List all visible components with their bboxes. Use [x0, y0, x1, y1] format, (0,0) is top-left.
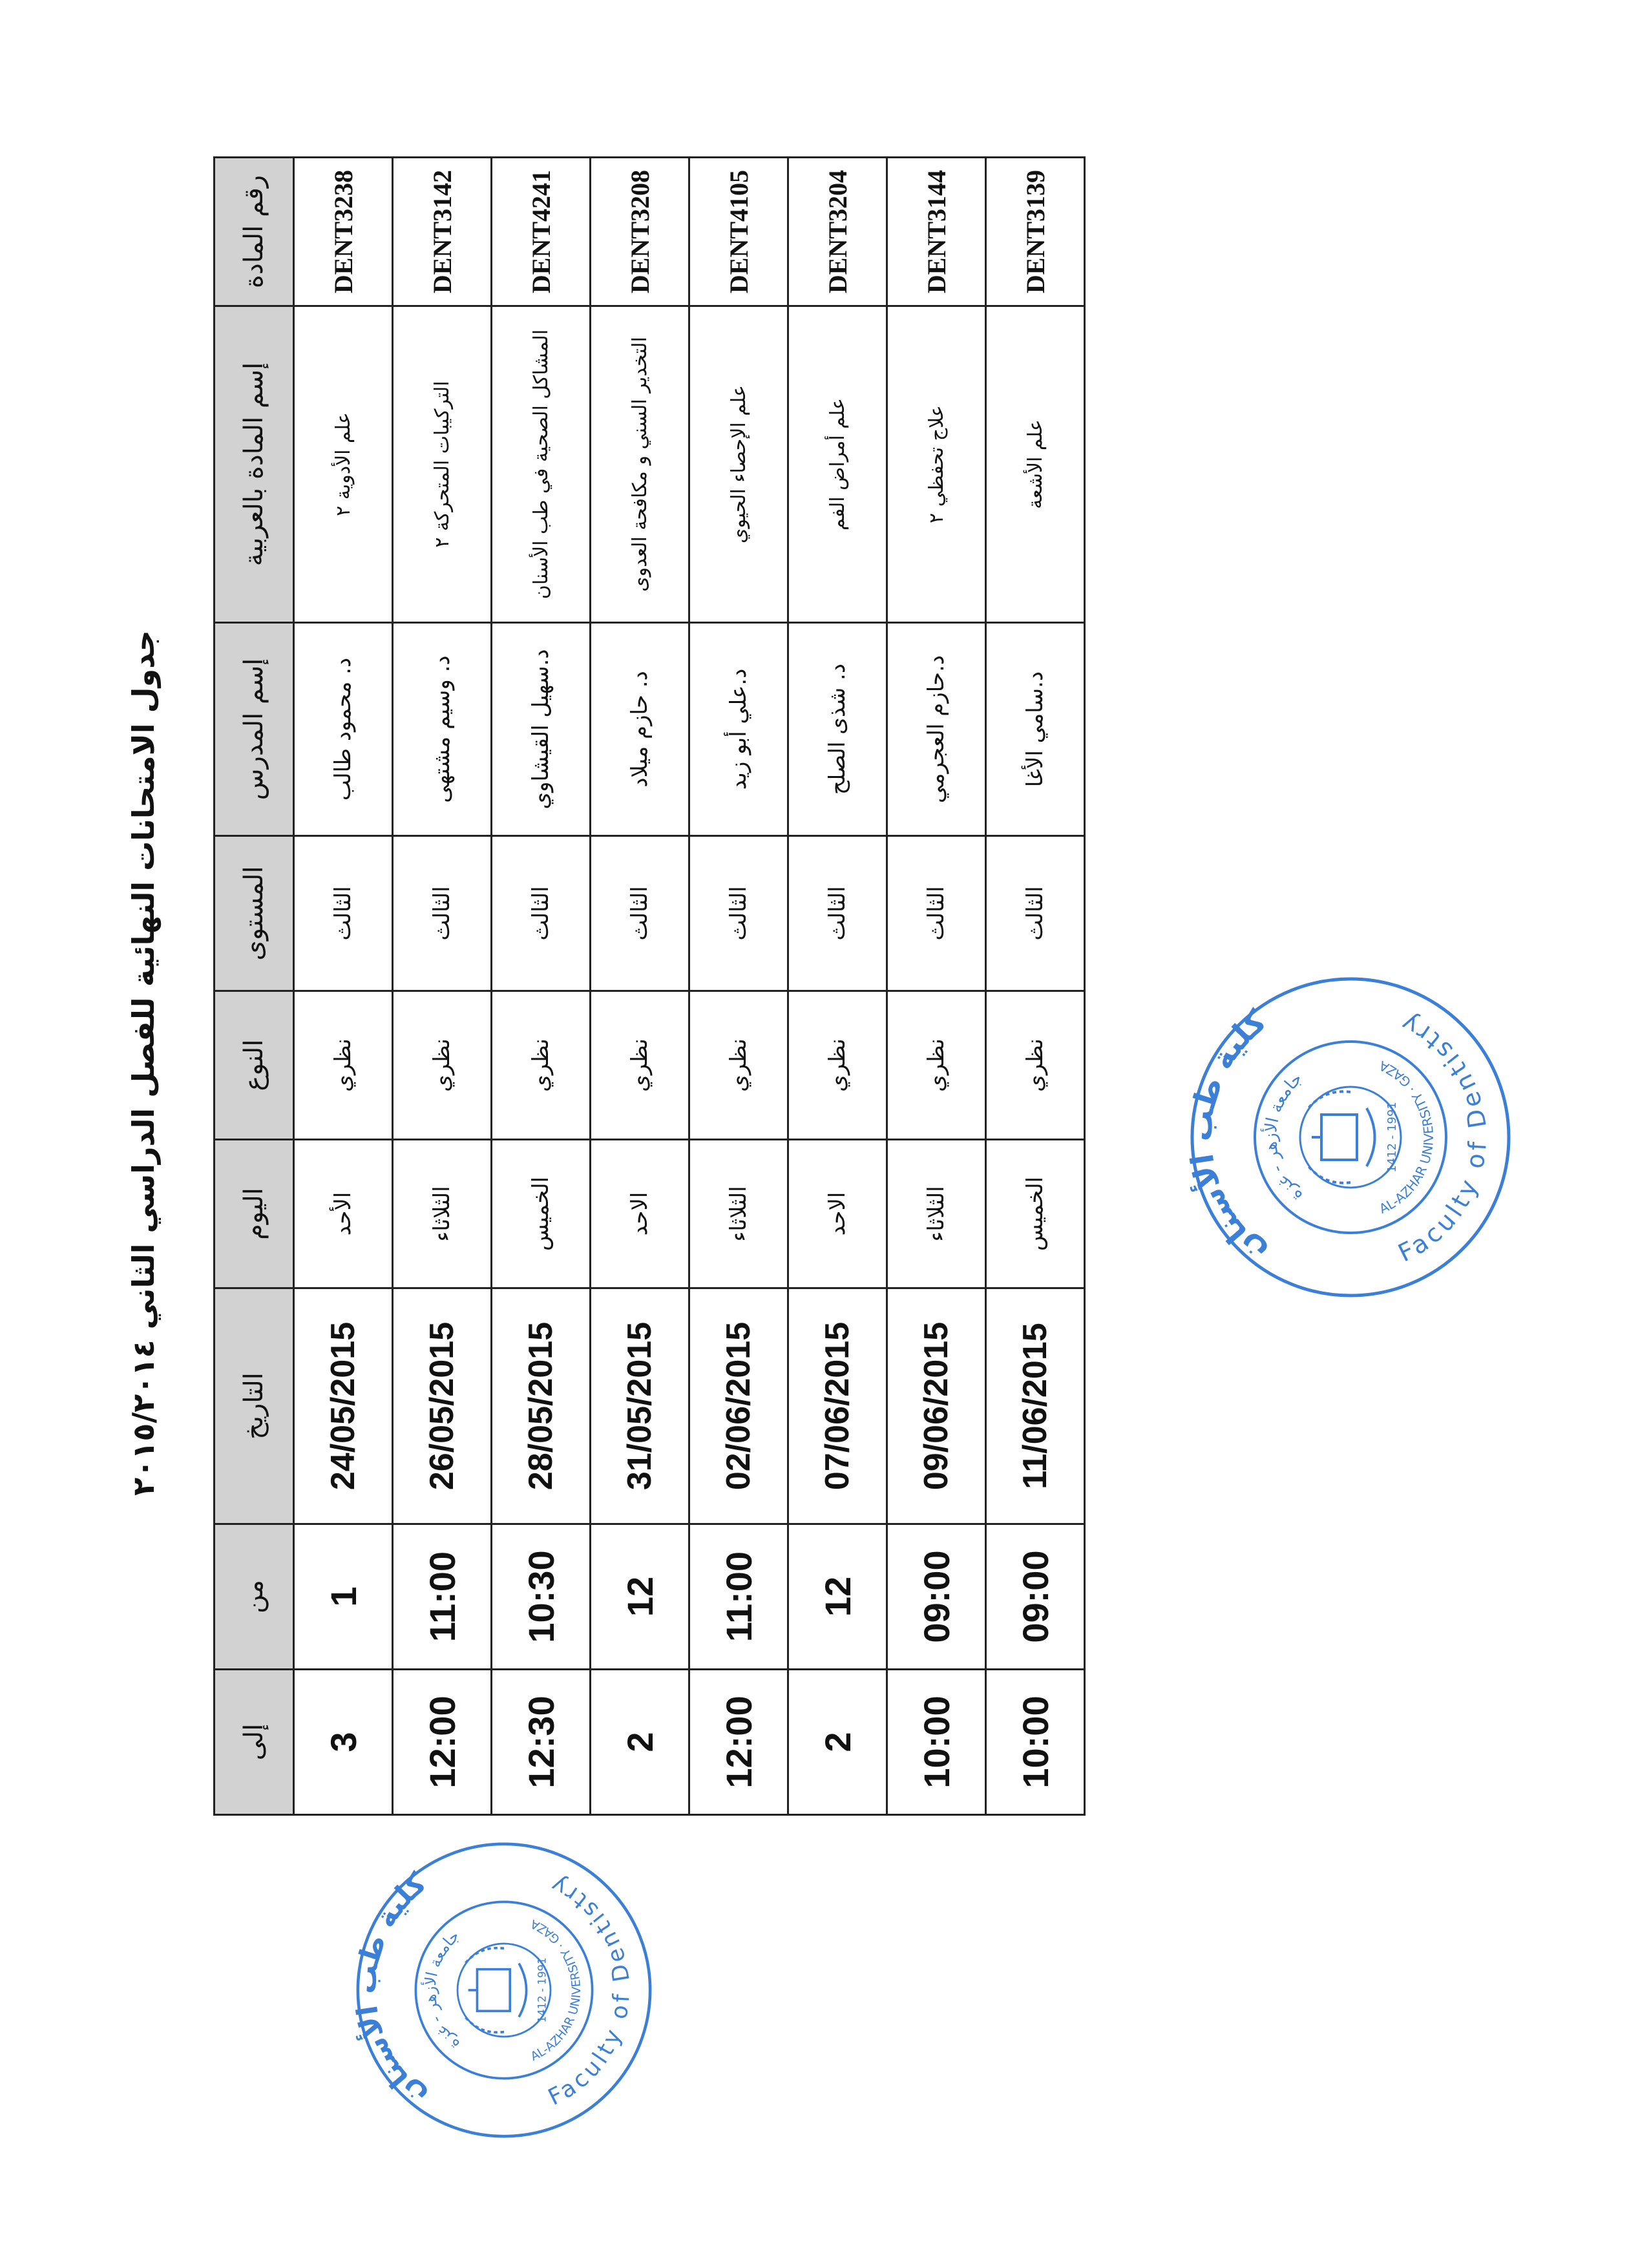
stamp-english-outer: Faculty of Dentistry	[543, 1869, 636, 2111]
cell-type: نظري	[986, 991, 1085, 1140]
cell-instructor: د.سهيل القيشاوي	[492, 623, 591, 836]
cell-to: 10:00	[887, 1670, 986, 1815]
cell-name: علم الأدوية ٢	[294, 306, 393, 623]
cell-day: الاحد	[591, 1140, 689, 1288]
header-instructor: إسم المدرس	[215, 623, 294, 836]
header-date: التاريخ	[215, 1288, 294, 1524]
cell-level: الثالث	[788, 836, 887, 991]
cell-code: DENT3142	[393, 158, 492, 306]
cell-from: 12	[591, 1524, 689, 1670]
table-row	[393, 158, 492, 1815]
cell-instructor: د.سامي الأغا	[986, 623, 1085, 836]
header-to: إلى	[215, 1670, 294, 1815]
cell-date: 31/05/2015	[591, 1288, 689, 1524]
header-code: رقم المادة	[215, 158, 294, 306]
stamp-years: 1412 - 1991	[536, 1957, 549, 2023]
header-name: إسم المادة بالعربية	[215, 306, 294, 623]
cell-from: 12	[788, 1524, 887, 1670]
cell-day: الثلاثاء	[689, 1140, 788, 1288]
stamp-english-outer: Faculty of Dentistry	[1393, 1007, 1493, 1268]
stamp-arabic-inner: جامعة الأزهر - غزة	[1261, 1069, 1307, 1206]
cell-from: 1	[294, 1524, 393, 1670]
cell-to: 3	[294, 1670, 393, 1815]
cell-type: نظري	[393, 991, 492, 1140]
cell-level: الثالث	[986, 836, 1085, 991]
faculty-stamp	[1182, 969, 1518, 1305]
cell-name: المشاكل الصحية في طب الأسنان	[492, 306, 591, 623]
cell-name: علاج تحفظي ٢	[887, 306, 986, 623]
cell-day: الثلاثاء	[393, 1140, 492, 1288]
cell-day: الثلاثاء	[887, 1140, 986, 1288]
cell-date: 26/05/2015	[393, 1288, 492, 1524]
stamp-arabic-inner: جامعة الأزهر - غزة	[421, 1926, 463, 2054]
svg-text:Faculty of Dentistry	[1394, 1007, 1493, 1267]
cell-to: 12:30	[492, 1670, 591, 1815]
cell-code: DENT3238	[294, 158, 393, 306]
cell-code: DENT3144	[887, 158, 986, 306]
university-emblem-icon	[1308, 1091, 1375, 1182]
cell-from: 09:00	[887, 1524, 986, 1670]
cell-to: 12:00	[393, 1670, 492, 1815]
stamp-arabic-top: كلية طب الأسنان	[349, 1866, 433, 2114]
table-row	[294, 158, 393, 1815]
table-row	[887, 158, 986, 1815]
cell-level: الثالث	[492, 836, 591, 991]
cell-type: نظري	[294, 991, 393, 1140]
table-row	[492, 158, 591, 1815]
cell-day: الخميس	[492, 1140, 591, 1288]
cell-instructor: د.حازم العجرمي	[887, 623, 986, 836]
cell-code: DENT3208	[591, 158, 689, 306]
cell-level: الثالث	[294, 836, 393, 991]
cell-instructor: د. شذى الصلح	[788, 623, 887, 836]
cell-name: علم أمراض الفم	[788, 306, 887, 623]
header-level: المستوى	[215, 836, 294, 991]
cell-from: 09:00	[986, 1524, 1085, 1670]
table-row	[986, 158, 1085, 1815]
cell-level: الثالث	[887, 836, 986, 991]
cell-from: 11:00	[393, 1524, 492, 1670]
stamp-years: 1412 - 1991	[1385, 1102, 1399, 1173]
document-title: جدول الامتحانات النهائية للفصل الدراسي الثاني ٢٠١٥/٢٠١٤	[126, 630, 161, 1496]
cell-type: نظري	[492, 991, 591, 1140]
cell-to: 2	[591, 1670, 689, 1815]
svg-text:كلية طب الأسنان	[349, 1867, 432, 2114]
table-row	[689, 158, 788, 1815]
faculty-stamp	[349, 1835, 659, 2145]
cell-day: الاحد	[788, 1140, 887, 1288]
header-day: اليوم	[215, 1140, 294, 1288]
cell-to: 12:00	[689, 1670, 788, 1815]
exam-schedule-table	[213, 156, 1086, 1816]
cell-level: الثالث	[689, 836, 788, 991]
header-row	[215, 158, 294, 1815]
cell-date: 28/05/2015	[492, 1288, 591, 1524]
cell-date: 02/06/2015	[689, 1288, 788, 1524]
cell-from: 11:00	[689, 1524, 788, 1670]
cell-type: نظري	[591, 991, 689, 1140]
cell-instructor: د. محمود طالب	[294, 623, 393, 836]
cell-code: DENT3139	[986, 158, 1085, 306]
cell-to: 2	[788, 1670, 887, 1815]
svg-text:كلية طب الأسنان	[1182, 1003, 1274, 1271]
cell-type: نظري	[887, 991, 986, 1140]
cell-instructor: د. وسيم مشتهى	[393, 623, 492, 836]
table-row	[788, 158, 887, 1815]
stamp-english-inner: AL-AZHAR UNIVERSITY · GAZA	[529, 1916, 584, 2064]
header-from: من	[215, 1524, 294, 1670]
cell-instructor: د. حازم ميلاد	[591, 623, 689, 836]
header-type: النوع	[215, 991, 294, 1140]
cell-date: 24/05/2015	[294, 1288, 393, 1524]
stamp-english-inner: AL-AZHAR UNIVERSITY · GAZA	[1376, 1057, 1437, 1217]
cell-name: علم الإحصاء الحيوي	[689, 306, 788, 623]
table-row	[591, 158, 689, 1815]
cell-type: نظري	[689, 991, 788, 1140]
cell-to: 10:00	[986, 1670, 1085, 1815]
cell-day: الخميس	[986, 1140, 1085, 1288]
cell-date: 09/06/2015	[887, 1288, 986, 1524]
cell-code: DENT4105	[689, 158, 788, 306]
cell-name: التخدير السني و مكافحة العدوى	[591, 306, 689, 623]
cell-name: التركيبات المتحركة ٢	[393, 306, 492, 623]
stamp-arabic-top: كلية طب الأسنان	[1182, 1003, 1274, 1272]
cell-from: 10:30	[492, 1524, 591, 1670]
cell-level: الثالث	[393, 836, 492, 991]
university-emblem-icon	[465, 1948, 527, 2033]
cell-day: الأحد	[294, 1140, 393, 1288]
cell-code: DENT4241	[492, 158, 591, 306]
cell-date: 07/06/2015	[788, 1288, 887, 1524]
cell-date: 11/06/2015	[986, 1288, 1085, 1524]
cell-name: علم الأشعة	[986, 306, 1085, 623]
cell-level: الثالث	[591, 836, 689, 991]
cell-instructor: د.علي أبو زيد	[689, 623, 788, 836]
cell-code: DENT3204	[788, 158, 887, 306]
cell-type: نظري	[788, 991, 887, 1140]
